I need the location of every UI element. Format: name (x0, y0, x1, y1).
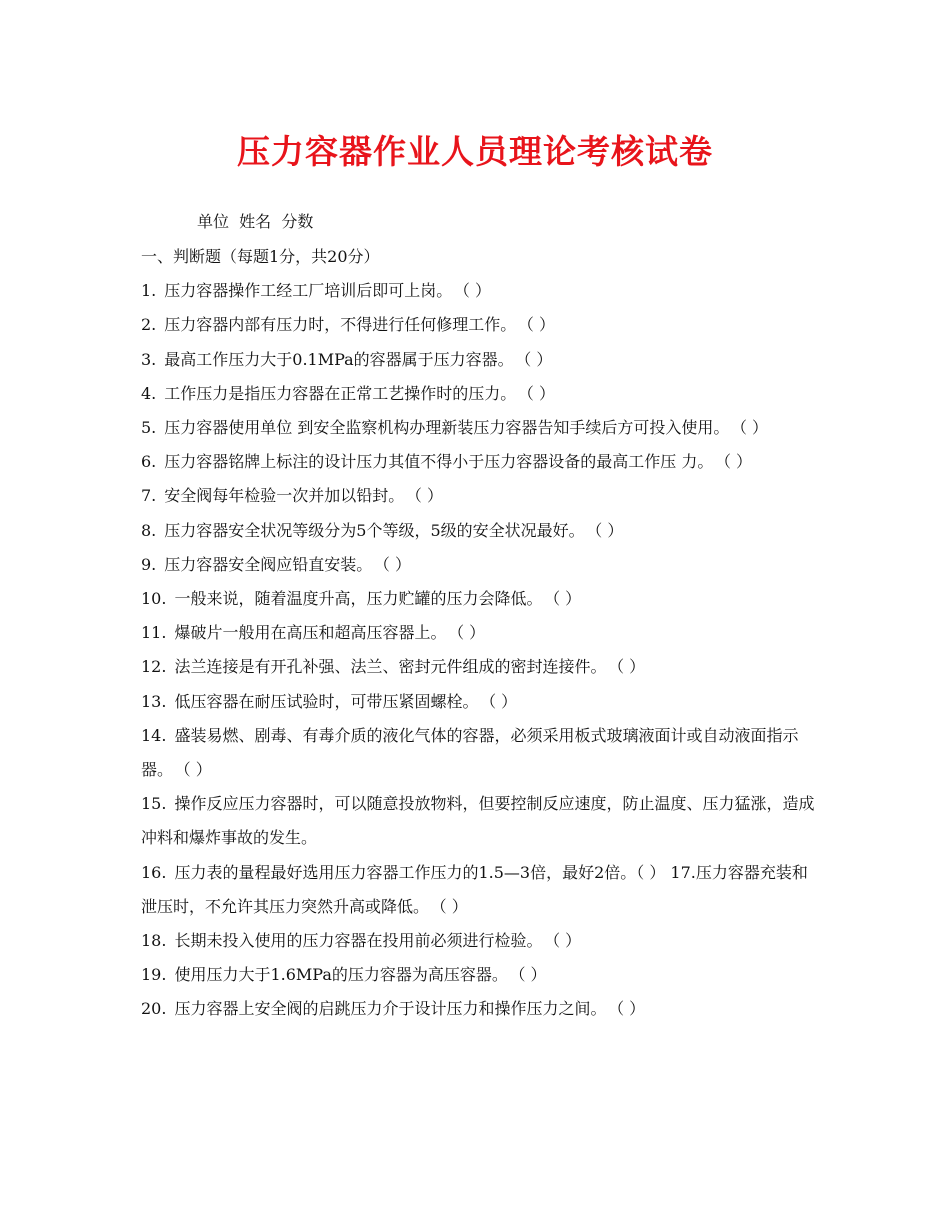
question-number: 19. (141, 965, 167, 985)
answer-blank[interactable]: （ ） (456, 623, 486, 643)
question-text: 压力容器操作工经工厂培训后即可上岗。 (164, 281, 453, 301)
question-item (141, 992, 821, 1026)
question-item (141, 377, 821, 411)
answer-blank[interactable]: （ ） (552, 589, 582, 609)
section-heading-true-false: 一、判断题（每题1分，共20分） (141, 247, 380, 266)
question-item (141, 924, 821, 958)
question-number: 15. (141, 794, 167, 814)
question-number: 3. (141, 349, 157, 369)
question-item (141, 343, 821, 377)
question-item (141, 514, 821, 548)
answer-blank[interactable]: （ ） (381, 554, 411, 574)
question-number: 18. (141, 931, 167, 951)
exam-content (141, 240, 821, 1027)
question-number: 6. (141, 452, 157, 472)
question-text: 安全阀每年检验一次并加以铅封。 (164, 486, 405, 506)
question-number: 8. (141, 520, 157, 540)
question-text: 压力容器安全阀应铅直安装。 (164, 554, 373, 574)
exam-title: 压力容器作业人员理论考核试卷 (237, 132, 713, 171)
question-list (141, 274, 821, 1026)
question-number: 20. (141, 999, 167, 1019)
question-text: 压力容器安全状况等级分为5个等级，5级的安全状况最好。 (164, 520, 585, 540)
question-text: 工作压力是指压力容器在正常工艺操作时的压力。 (164, 383, 517, 403)
question-item (141, 274, 821, 308)
answer-blank[interactable]: （ ） (438, 896, 468, 916)
question-text: 爆破片一般用在高压和超高压容器上。 (174, 623, 447, 643)
question-text: 低压容器在耐压试验时，可带压紧固螺栓。 (174, 691, 479, 711)
answer-blank[interactable]: （ ） (182, 760, 212, 780)
question-item (141, 787, 821, 855)
answer-blank[interactable]: （ ） (488, 691, 518, 711)
answer-blank[interactable]: （ ） (594, 520, 624, 540)
question-text: 压力容器内部有压力时，不得进行任何修理工作。 (164, 315, 517, 335)
question-item (141, 479, 821, 513)
answer-blank[interactable]: （ ） (738, 418, 769, 438)
answer-blank[interactable]: （ ） (525, 383, 555, 403)
question-item (141, 616, 821, 650)
question-item (141, 958, 821, 992)
question-item (141, 548, 821, 582)
question-number: 1. (141, 281, 157, 301)
question-text: 长期未投入使用的压力容器在投用前必须进行检验。 (174, 931, 543, 951)
question-item (141, 582, 821, 616)
question-item (141, 650, 821, 684)
question-number: 9. (141, 554, 157, 574)
question-text: 最高工作压力大于0.1MPa的容器属于压力容器。 (164, 349, 514, 369)
answer-blank[interactable]: （ ） (616, 999, 646, 1019)
question-number: 16. (141, 862, 167, 882)
question-number: 12. (141, 657, 167, 677)
answer-blank[interactable]: （ ） (413, 486, 443, 506)
question-item (141, 685, 821, 719)
question-number: 11. (141, 623, 167, 643)
question-text: 法兰连接是有开孔补强、法兰、密封元件组成的密封连接件。 (174, 657, 607, 677)
answer-blank[interactable]: （ ） (461, 281, 491, 301)
question-text: 一般来说，随着温度升高，压力贮罐的压力会降低。 (174, 589, 543, 609)
question-text: 压力容器铭牌上标注的设计压力其值不得小于压力容器设备的最高工作压 力。 (164, 452, 714, 472)
question-text: 压力表的量程最好选用压力容器工作压力的1.5—3倍，最好2倍。（ ） 17.压力容器充装和泄压时，不允许其压力突然升高或降低。 (141, 862, 808, 916)
question-number: 2. (141, 315, 157, 335)
question-item (141, 856, 821, 924)
question-number: 13. (141, 691, 167, 711)
question-item (141, 719, 821, 787)
answer-blank[interactable]: （ ） (517, 965, 547, 985)
question-number: 7. (141, 486, 157, 506)
answer-blank[interactable]: （ ） (525, 315, 555, 335)
question-text: 压力容器使用单位 到安全监察机构办理新装压力容器告知手续后方可投入使用。 (164, 418, 730, 438)
question-item (141, 445, 821, 479)
answer-blank[interactable]: （ ） (552, 931, 582, 951)
question-text: 压力容器上安全阀的启跳压力介于设计压力和操作压力之间。 (174, 999, 607, 1019)
question-item (141, 411, 821, 445)
question-text: 操作反应压力容器时，可以随意投放物料，但要控制反应速度，防止温度、压力猛涨，造成冲料和爆炸事故的发生。 (141, 794, 815, 848)
question-item (141, 308, 821, 342)
question-text: 盛装易燃、剧毒、有毒介质的液化气体的容器，必须采用板式玻璃液面计或自动液面指示器。 (141, 725, 799, 780)
question-number: 10. (141, 589, 167, 609)
answer-blank[interactable]: （ ） (523, 349, 553, 369)
question-number: 4. (141, 383, 157, 403)
question-number: 5. (141, 418, 157, 438)
answer-blank[interactable]: （ ） (722, 452, 753, 472)
question-text: 使用压力大于1.6MPa的压力容器为高压容器。 (174, 965, 508, 985)
exam-header-fields: 单位 姓名 分数 (197, 212, 314, 231)
question-number: 14. (141, 725, 167, 745)
answer-blank[interactable]: （ ） (616, 657, 646, 677)
